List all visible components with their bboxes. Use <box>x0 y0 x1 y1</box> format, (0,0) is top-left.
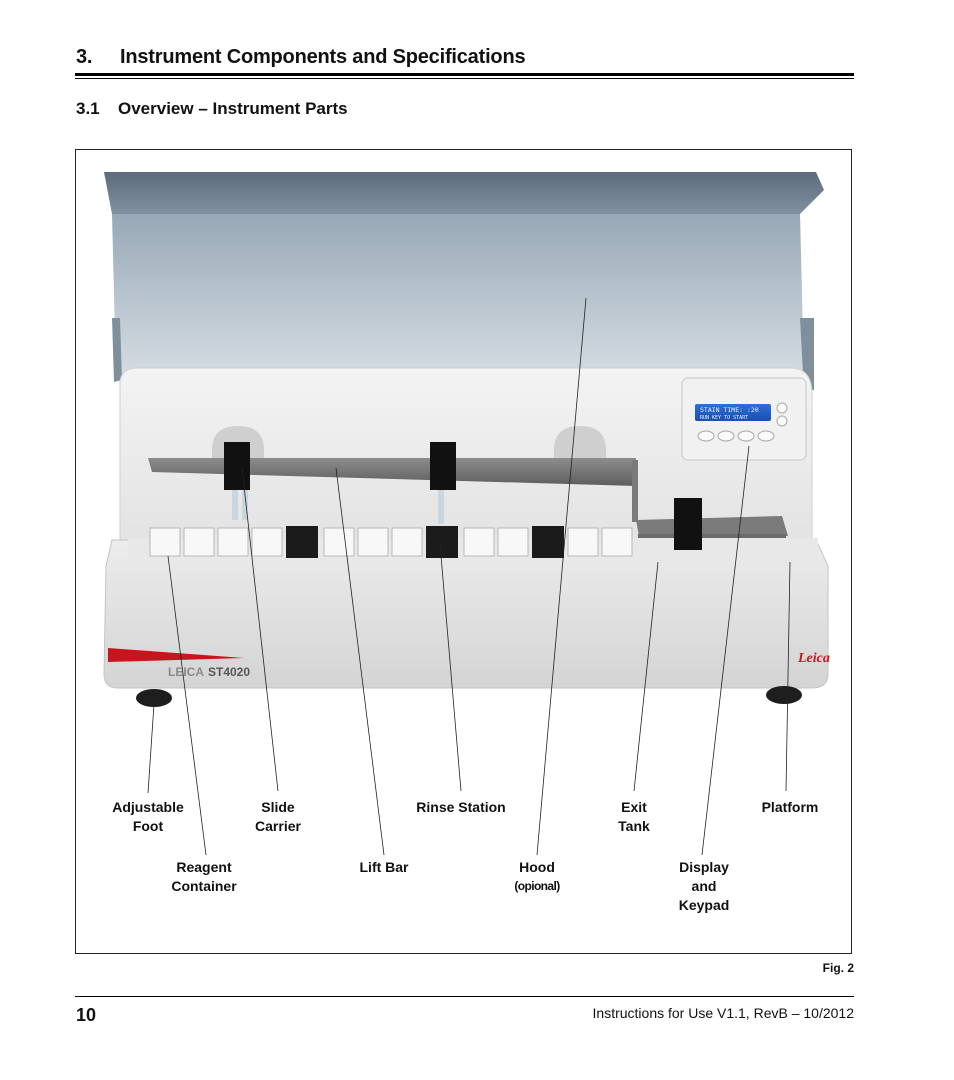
leica-logo: Leica <box>798 651 830 666</box>
display-line-2: RUN KEY TO START <box>700 415 749 421</box>
header-rule-thick <box>75 73 854 76</box>
label-slide-carrier: Slide Carrier <box>255 799 301 834</box>
model-text: ST4020 <box>208 665 251 679</box>
hood <box>104 172 824 392</box>
display-line-1: STAIN TIME: :20 <box>700 406 759 414</box>
label-rinse-station: Rinse Station <box>416 799 506 815</box>
label-display-keypad: Display and Keypad <box>678 859 730 913</box>
label-hood-note: (opional) <box>514 879 560 893</box>
label-lift-bar: Lift Bar <box>359 859 409 875</box>
instrument-illustration <box>76 150 853 955</box>
subsection-title <box>76 99 348 119</box>
subsection-number: 3.1 <box>76 99 100 118</box>
hood-face <box>112 214 804 376</box>
label-reagent-container: Reagent Container <box>171 859 237 894</box>
label-platform: Platform <box>761 799 819 815</box>
label-exit-tank: Exit Tank <box>618 799 650 834</box>
page-number: 10 <box>76 1005 97 1025</box>
adjustable-foot-right <box>766 686 802 704</box>
label-hood: Hood (opional) <box>499 858 575 896</box>
footer-rule <box>75 996 854 997</box>
section-title-text: Instrument Components and Specifications <box>120 46 526 68</box>
header-rule-thin <box>75 78 854 79</box>
section-title <box>76 46 525 69</box>
brand-text: LEICA <box>168 665 204 679</box>
footer-doc-info: Instructions for Use V1.1, RevB – 10/2012 <box>592 1005 854 1021</box>
figure-frame <box>75 149 852 954</box>
display-keypad-unit <box>682 378 806 460</box>
label-adjustable-foot: Adjustable Foot <box>112 799 184 834</box>
leader-adjustable-foot <box>148 704 154 793</box>
section-number: 3. <box>76 46 93 68</box>
hood-top-edge <box>104 172 824 214</box>
subsection-title-text: Overview – Instrument Parts <box>118 99 348 118</box>
figure-caption: Fig. 2 <box>822 961 854 975</box>
